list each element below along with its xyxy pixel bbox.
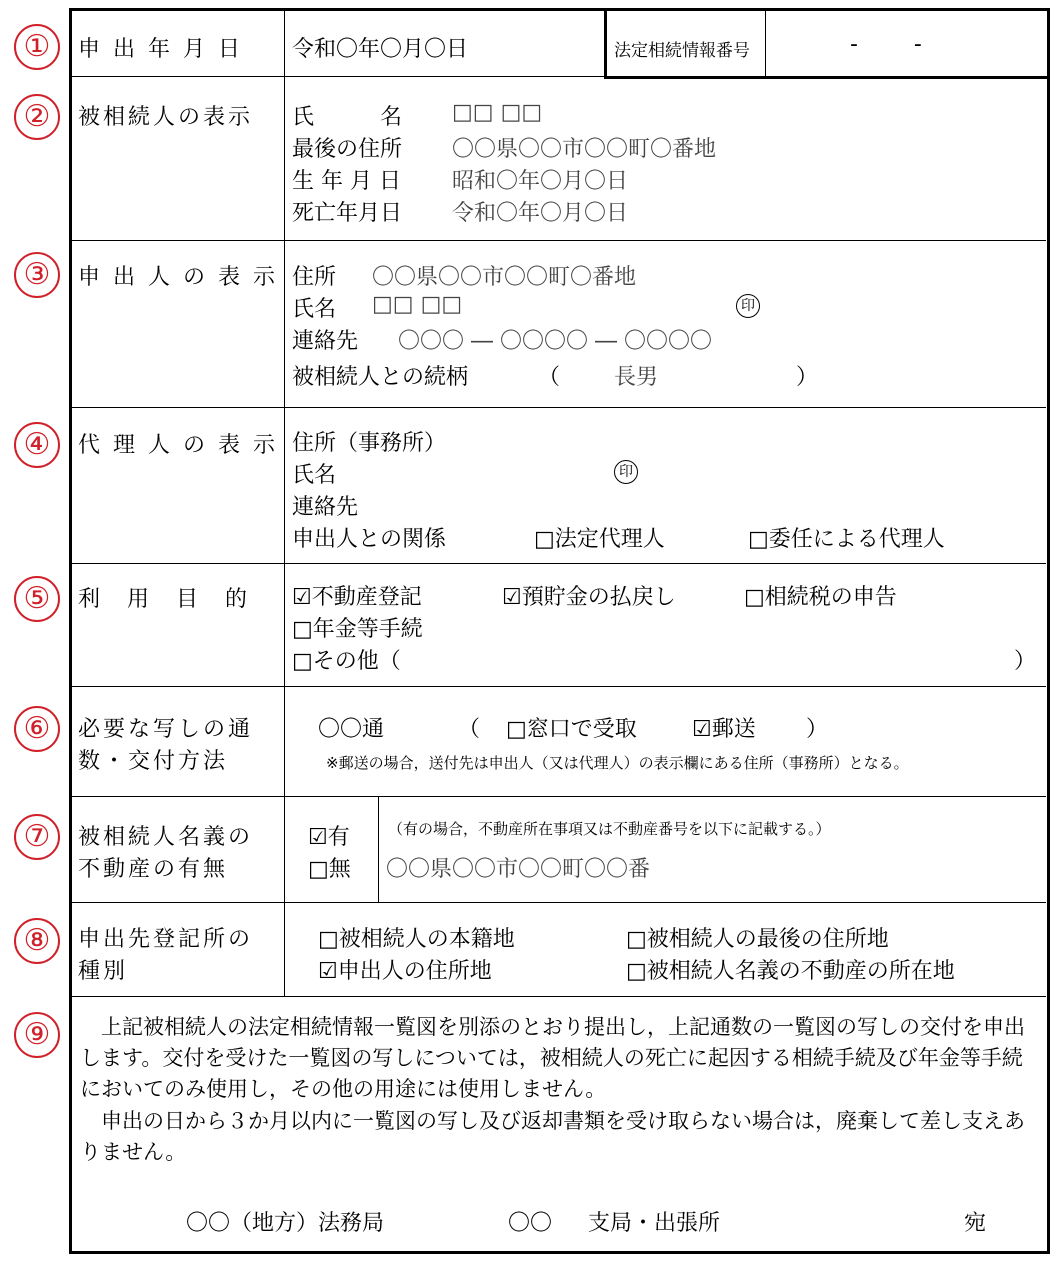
row-line [70,407,1046,408]
delivery-open: （ [458,717,481,742]
agent-delegate-checkbox[interactable]: □委任による代理人 [748,527,945,552]
delivery-close: ） [806,717,829,742]
marker-4: ④ [14,422,60,468]
applicant-seal-icon: 印 [736,294,760,318]
copies-count[interactable]: 〇〇通 [318,717,385,742]
decedent-name-value[interactable]: □□ □□ [452,100,543,125]
row-line [70,240,1046,241]
application-date-label: 申 出 年 月 日 [78,37,243,62]
decedent-address-key: 最後の住所 [292,137,403,162]
applicant-contact-key: 連絡先 [292,329,359,354]
application-date-value[interactable]: 令和〇年〇月〇日 [292,37,469,62]
applicant-name-value[interactable]: □□ □□ [372,292,463,317]
agent-name-key: 氏名 [292,463,337,488]
applicant-name-key: 氏名 [292,297,337,322]
purpose-tax-checkbox[interactable]: □相続税の申告 [744,585,897,610]
copies-label-line1: 必要な写しの通 [78,717,254,742]
purpose-label: 利 用 目 的 [78,587,257,612]
declaration-paragraph-1: 上記被相続人の法定相続情報一覧図を別添のとおり提出し，上記通数の一覧図の写しの交付を申出します。交付を受けた一覧図の写しについては，被相続人の死亡に起因する相続手続及び年金等手続においてのみ使用し，その他の用途には使用しません。 [80,1015,1025,1101]
agent-address-key: 住所（事務所） [292,431,447,456]
delivery-note: ※郵送の場合，送付先は申出人（又は代理人）の表示欄にある住所（事務所）となる。 [326,754,909,772]
decedent-death-key: 死亡年月日 [292,201,403,226]
marker-7: ⑦ [14,814,60,860]
registry-label-line2: 種別 [78,959,129,984]
applicant-relation-key: 被相続人との続柄 [292,365,469,390]
agent-relation-key: 申出人との関係 [292,527,447,552]
info-divider [765,10,766,76]
row-line [70,902,1046,903]
marker-3: ③ [14,252,60,298]
agent-label: 代 理 人 の 表 示 [78,433,278,458]
property-label-line2: 不動産の有無 [78,857,229,882]
row-line [70,686,1046,687]
applicant-label: 申 出 人 の 表 示 [78,265,278,290]
agent-legal-checkbox[interactable]: □法定代理人 [534,527,665,552]
branch-prefix[interactable]: 〇〇 [508,1211,553,1236]
registry-label-line1: 申出先登記所の [78,927,254,952]
marker-2: ② [14,94,60,140]
applicant-relation-close: ） [796,365,819,390]
row7-inner-divider [378,796,379,902]
applicant-contact-value[interactable]: 〇〇〇 ― 〇〇〇〇 ― 〇〇〇〇 [398,329,712,354]
marker-9: ⑨ [14,1012,60,1058]
decedent-birth-value[interactable]: 昭和〇年〇月〇日 [452,169,629,194]
legal-bureau[interactable]: 〇〇（地方）法務局 [186,1211,385,1236]
marker-8: ⑧ [14,918,60,964]
registry-domicile-checkbox[interactable]: □被相続人の本籍地 [318,927,515,952]
label-column-divider [284,10,285,996]
applicant-address-key: 住所 [292,265,337,290]
applicant-relation-value[interactable]: 長男 [614,365,659,390]
purpose-deposit-checkbox[interactable]: ☑預貯金の払戻し [502,585,676,610]
addressee-suffix: 宛 [964,1211,987,1236]
row-line [70,996,1046,997]
decedent-birth-key: 生 年 月 日 [292,169,401,194]
registry-applicant-address-checkbox[interactable]: ☑申出人の住所地 [318,959,492,984]
declaration-paragraph-2: 申出の日から３か月以内に一覧図の写し及び返却書類を受け取らない場合は，廃棄して差し支えありません。 [80,1109,1025,1164]
registry-property-location-checkbox[interactable]: □被相続人名義の不動産の所在地 [626,959,955,984]
purpose-other-close: ） [1014,649,1037,674]
property-no-checkbox[interactable]: □無 [308,857,351,882]
marker-1: ① [14,24,60,70]
info-number-value[interactable]: - - [850,32,922,57]
property-yes-checkbox[interactable]: ☑有 [308,825,350,850]
copies-label-line2: 数・交付方法 [78,749,229,774]
registry-last-address-checkbox[interactable]: □被相続人の最後の住所地 [626,927,889,952]
delivery-mail-checkbox[interactable]: ☑郵送 [692,717,756,742]
marker-6: ⑥ [14,706,60,752]
applicant-relation-open: （ [538,365,561,390]
purpose-other-checkbox[interactable]: □その他（ [292,649,401,674]
delivery-counter-checkbox[interactable]: □窓口で受取 [506,717,637,742]
decedent-name-key: 氏 名 [292,105,403,130]
agent-seal-icon: 印 [614,460,638,484]
decedent-label: 被相続人の表示 [78,105,254,130]
row-line [70,76,1046,77]
applicant-address-value[interactable]: 〇〇県〇〇市〇〇町〇番地 [372,265,637,290]
marker-5: ⑤ [14,576,60,622]
property-note: （有の場合，不動産所在事項又は不動産番号を以下に記載する。） [388,820,831,838]
branch-office: 支局・出張所 [588,1211,721,1236]
decedent-death-value[interactable]: 令和〇年〇月〇日 [452,201,629,226]
decedent-address-value[interactable]: 〇〇県〇〇市〇〇町〇番地 [452,137,717,162]
info-number-label: 法定相続情報番号 [614,41,750,61]
purpose-pension-checkbox[interactable]: □年金等手続 [292,617,423,642]
property-label-line1: 被相続人名義の [78,825,254,850]
property-location-value[interactable]: 〇〇県〇〇市〇〇町〇〇番 [386,857,651,882]
row-line [70,796,1046,797]
row-line [70,563,1046,564]
agent-contact-key: 連絡先 [292,495,359,520]
purpose-real-estate-checkbox[interactable]: ☑不動産登記 [292,585,422,610]
